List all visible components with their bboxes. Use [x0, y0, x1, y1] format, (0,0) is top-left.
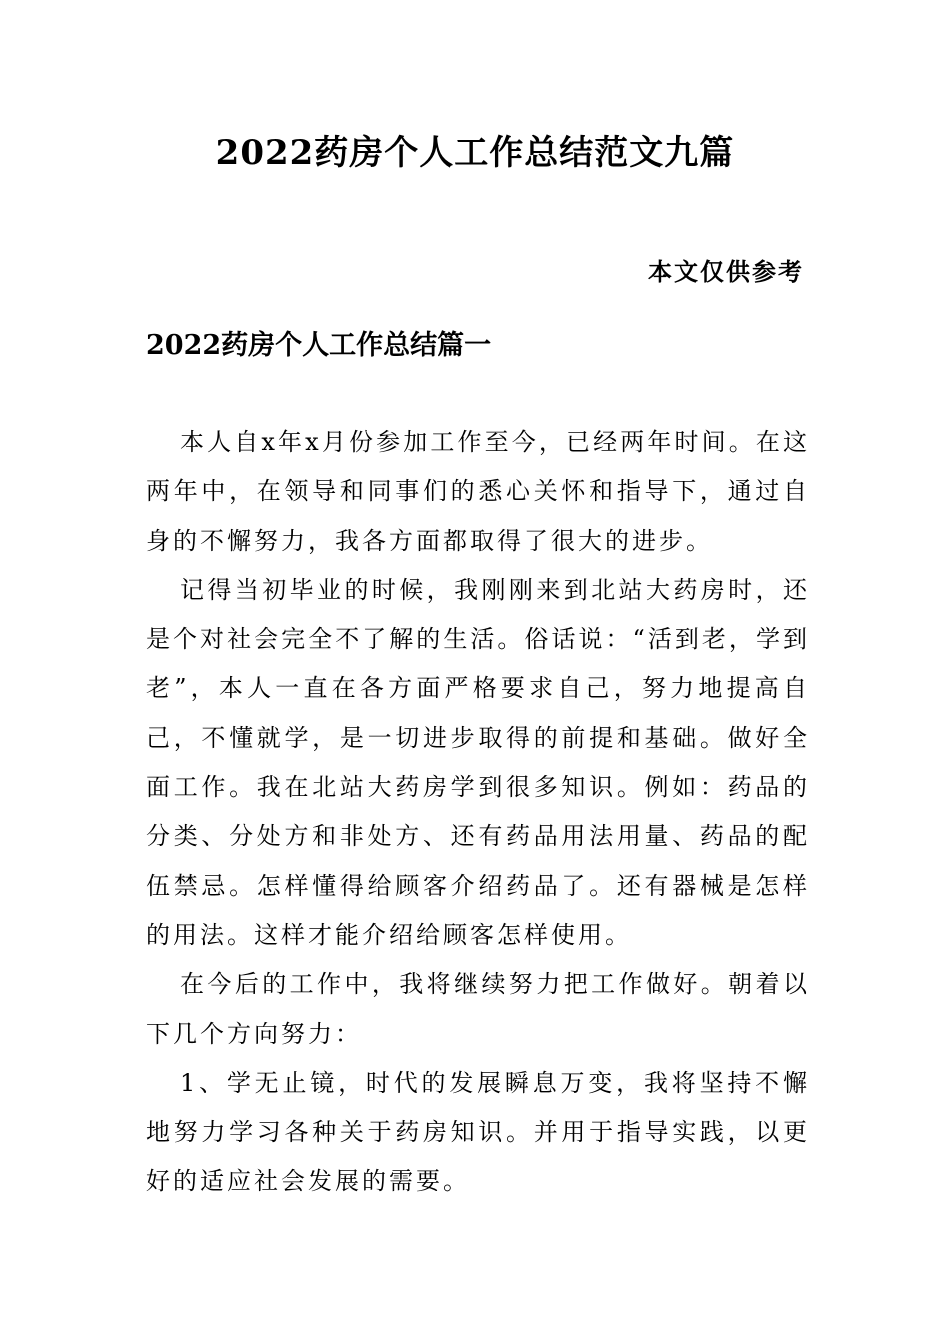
paragraph-intro: 本人自x年x月份参加工作至今，已经两年时间。在这两年中，在领导和同事们的悉心关怀和指导下，通过自身的不懈努力，我各方面都取得了很大的进步。	[146, 428, 810, 555]
document-title: 2022药房个人工作总结范文九篇	[215, 133, 735, 173]
paragraph-experience: 记得当初毕业的时候，我刚刚来到北站大药房时，还是个对社会完全不了解的生活。俗话说：“活到老，学到老”，本人一直在各方面严格要求自己，努力地提高自己，不懂就学，是一切进步取得的前提和基础。做好全面工作。我在北站大药房学到很多知识。例如：药品的分类、分处方和非处方、还有药品用法用量、药品的配伍禁忌。怎样懂得给顾客介绍药品了。还有器械是怎样的用法。这样才能介绍给顾客怎样使用。	[146, 575, 810, 949]
reference-note: 本文仅供参考	[648, 257, 804, 286]
section-heading: 2022药房个人工作总结篇一	[146, 330, 492, 361]
paragraph-point-one: 1、学无止镜，时代的发展瞬息万变，我将坚持不懈地努力学习各种关于药房知识。并用于指导实践，以更好的适应社会发展的需要。	[146, 1068, 810, 1196]
body-text	[146, 418, 810, 1207]
paragraph-future: 在今后的工作中，我将继续努力把工作做好。朝着以下几个方向努力：	[146, 970, 810, 1048]
